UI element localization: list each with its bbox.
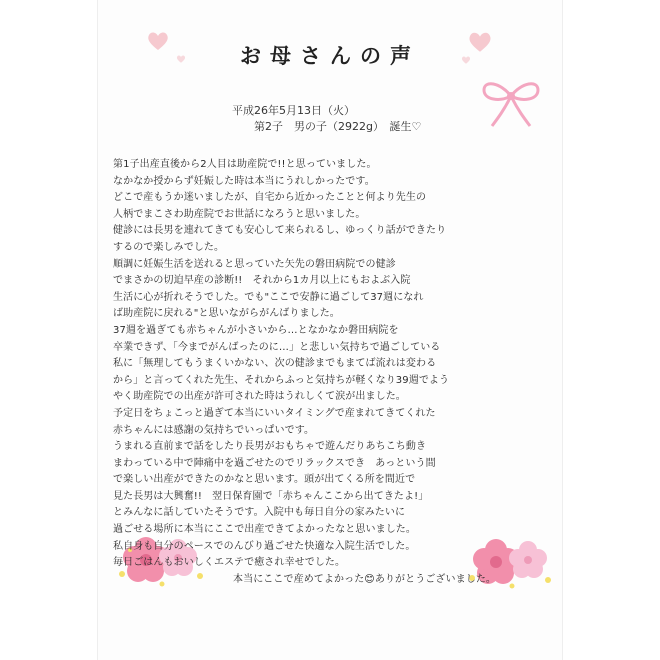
letter-line: でまさかの切迫早産の診断!! それから1カ月以上にもおよぶ入院: [113, 275, 411, 287]
letter-line: とみんなに話していたそうです。入院中も毎日自分の家みたいに: [113, 507, 406, 519]
baby-info: 第2子 男の子（2922g） 誕生♡: [254, 120, 422, 133]
letter-line: 生活に心が折れそうでした。でも"ここで安静に過ごして37週になれ: [113, 291, 424, 303]
letter-line: 人柄でまこさわ助産院でお世話になろうと思いました。: [113, 208, 366, 220]
letter-line: 赤ちゃんには感謝の気持ちでいっぱいです。: [113, 424, 315, 436]
letter-line: するので楽しみでした。: [113, 241, 225, 253]
letter-line: から」と言ってくれた先生、それからふっと気持ちが軽くなり39週でよう: [113, 374, 450, 386]
page-title: お母さんの声: [240, 43, 420, 68]
letter-line: 見た長男は大興奮!! 翌日保育園で「赤ちゃんここから出てきたよ!」: [113, 490, 429, 502]
letter-body: [113, 157, 545, 588]
letter-line: 予定日をちょこっと過ぎて本当にいいタイミングで産まれてきてくれた: [113, 407, 436, 419]
letter-line: 私自身も自分のペースでのんびり過ごせた快適な入院生活でした。: [113, 540, 416, 552]
ribbon-bow-icon: [478, 74, 544, 132]
letter-line: 37週を過ぎても赤ちゃんが小さいから…となかなか磐田病院を: [113, 324, 399, 336]
letter-line: 健診には長男を連れてきても安心して来られるし、ゆっくり話ができたり: [113, 225, 447, 237]
letter-line: どこで産もうか迷いましたが、自宅から近かったことと何より先生の: [113, 192, 427, 204]
letter-line: 卒業できず、「今までがんばったのに…」と悲しい気持ちで過ごしている: [113, 341, 441, 353]
letter-line: まわっている中で陣痛中を過ごせたのでリラックスでき あっという間: [113, 457, 436, 469]
birth-date: 平成26年5月13日（火）: [232, 104, 355, 117]
closing-line: 本当にここで産めてよかった😊ありがとうございました。: [233, 573, 497, 585]
letter-line: 過ごせる場所に本当にここで出産できてよかったなと思いました。: [113, 524, 416, 536]
letter-line: 私に「無理してもうまくいかない、次の健診までもまてば流れは変わる: [113, 358, 437, 370]
letter-line: 順調に妊娠生活を送れると思っていた矢先の磐田病院での健診: [113, 258, 396, 270]
letter-line: で楽しい出産ができたのかなと思います。頭が出てくる所を間近で: [113, 474, 416, 486]
letter-line: やく助産院での出産が許可された時はうれしくて涙が出ました。: [113, 391, 406, 403]
letter-line: うまれる直前まで話をしたり長男がおもちゃで遊んだりあちこち動き: [113, 441, 427, 453]
letter-line: 第1子出産直後から2人目は助産院で!!と思っていました。: [113, 159, 377, 170]
letter-line: なかなか授からず妊娠した時は本当にうれしかったです。: [113, 175, 375, 187]
letter-line: ば助産院に戻れる"と思いながらがんばりました。: [113, 308, 340, 320]
birth-info: [232, 103, 421, 135]
letter-line: 毎日ごはんもおいしくエステで癒され幸せでした。: [113, 557, 346, 569]
